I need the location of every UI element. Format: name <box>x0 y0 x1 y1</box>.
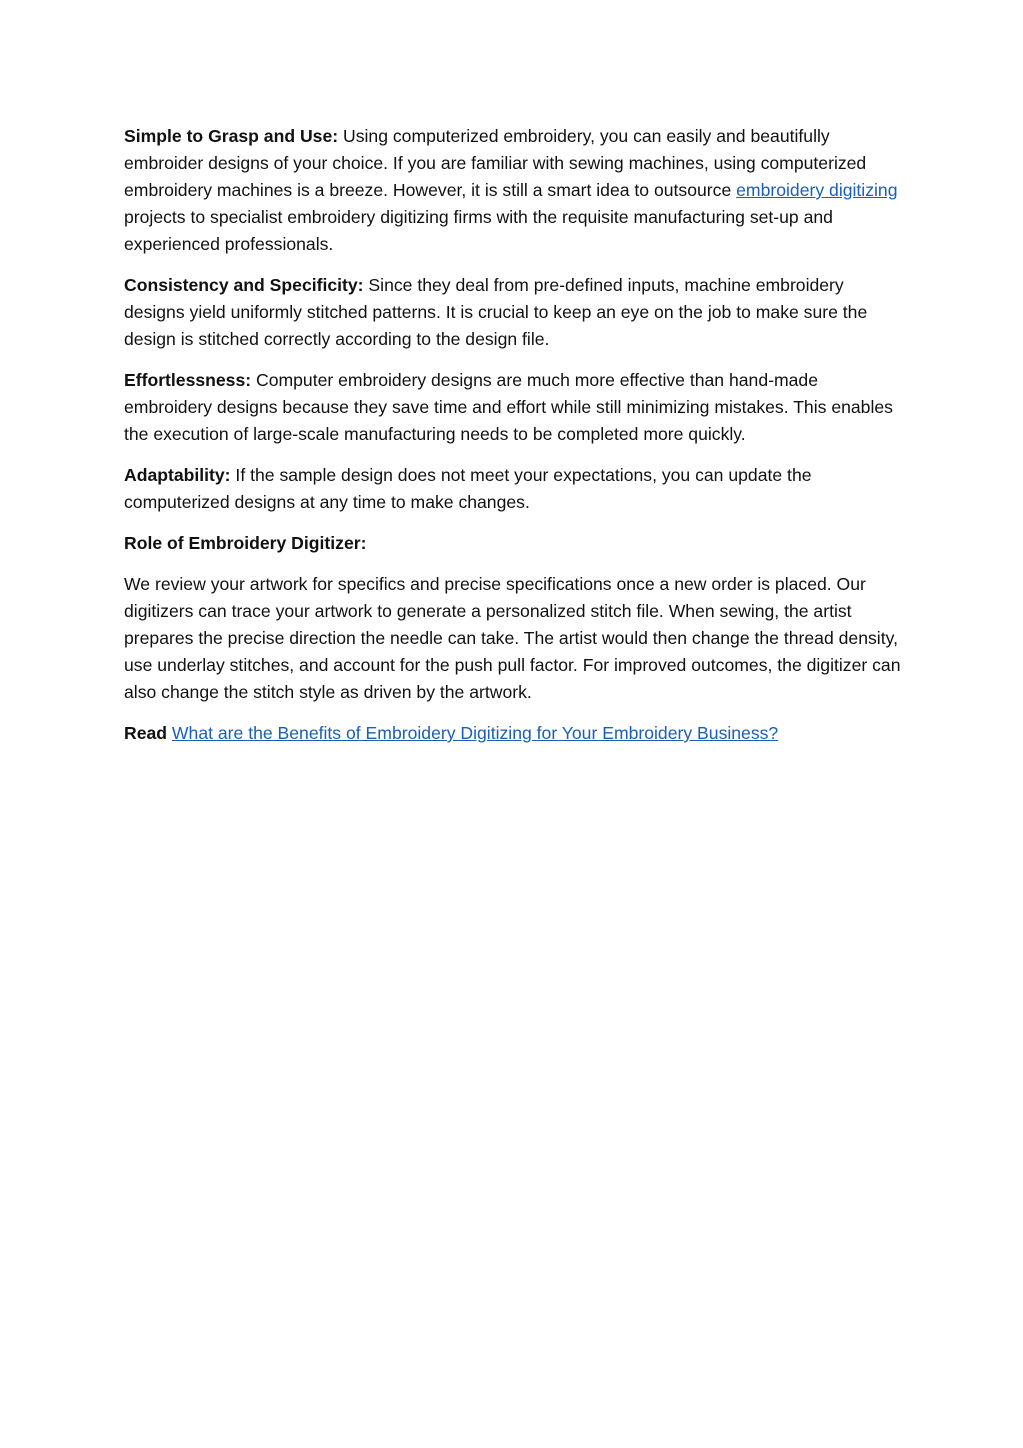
paragraph-heading-simple: Simple to Grasp and Use: <box>124 126 339 146</box>
paragraph-heading-effortlessness: Effortlessness: <box>124 370 252 390</box>
read-label: Read <box>124 723 168 743</box>
paragraph-text-adaptability: If the sample design does not meet your expectations, you can update the computerized designs at any time to make changes. <box>124 465 812 512</box>
paragraph-consistency <box>124 272 904 353</box>
paragraph-read-more <box>124 720 904 747</box>
paragraph-heading-consistency: Consistency and Specificity: <box>124 275 364 295</box>
paragraph-text-effortlessness: Computer embroidery designs are much more effective than hand-made embroidery designs because they save time and effort while still minimizing mistakes. This enables the execution of large-scale manufacturing needs to be completed more quickly. <box>124 370 893 444</box>
paragraph-simple-to-use <box>124 123 904 258</box>
benefits-article-link[interactable]: What are the Benefits of Embroidery Digitizing for Your Embroidery Business? <box>171 723 779 743</box>
paragraph-text-simple-after: projects to specialist embroidery digitizing firms with the requisite manufacturing set-up and experienced professionals. <box>124 207 833 254</box>
paragraph-text-simple-before: Using computerized embroidery, you can easily and beautifully embroider designs of your choice. If you are familiar with sewing machines, using computerized embroidery machines is a breeze. However, it is still a smart idea to outsource <box>124 126 867 200</box>
paragraph-text-consistency: Since they deal from pre-defined inputs, machine embroidery designs yield uniformly stitched patterns. It is crucial to keep an eye on the job to make sure the design is stitched correctly according to the design file. <box>124 275 868 349</box>
paragraph-adaptability <box>124 462 904 516</box>
paragraph-effortlessness <box>124 367 904 448</box>
document-body <box>124 123 904 761</box>
embroidery-digitizing-link[interactable]: embroidery digitizing <box>736 180 898 200</box>
paragraph-heading-adaptability: Adaptability: <box>124 465 231 485</box>
section-heading-role: Role of Embroidery Digitizer: <box>124 533 367 553</box>
paragraph-role: We review your artwork for specifics and precise specifications once a new order is placed. Our digitizers can trace your artwork to generate a personalized stitch file. When sewing, the artist prepares the precise direction the needle can take. The artist would then change the thread density, use underlay stitches, and account for the push pull factor. For improved outcomes, the digitizer can also change the stitch style as driven by the artwork. <box>124 574 901 702</box>
